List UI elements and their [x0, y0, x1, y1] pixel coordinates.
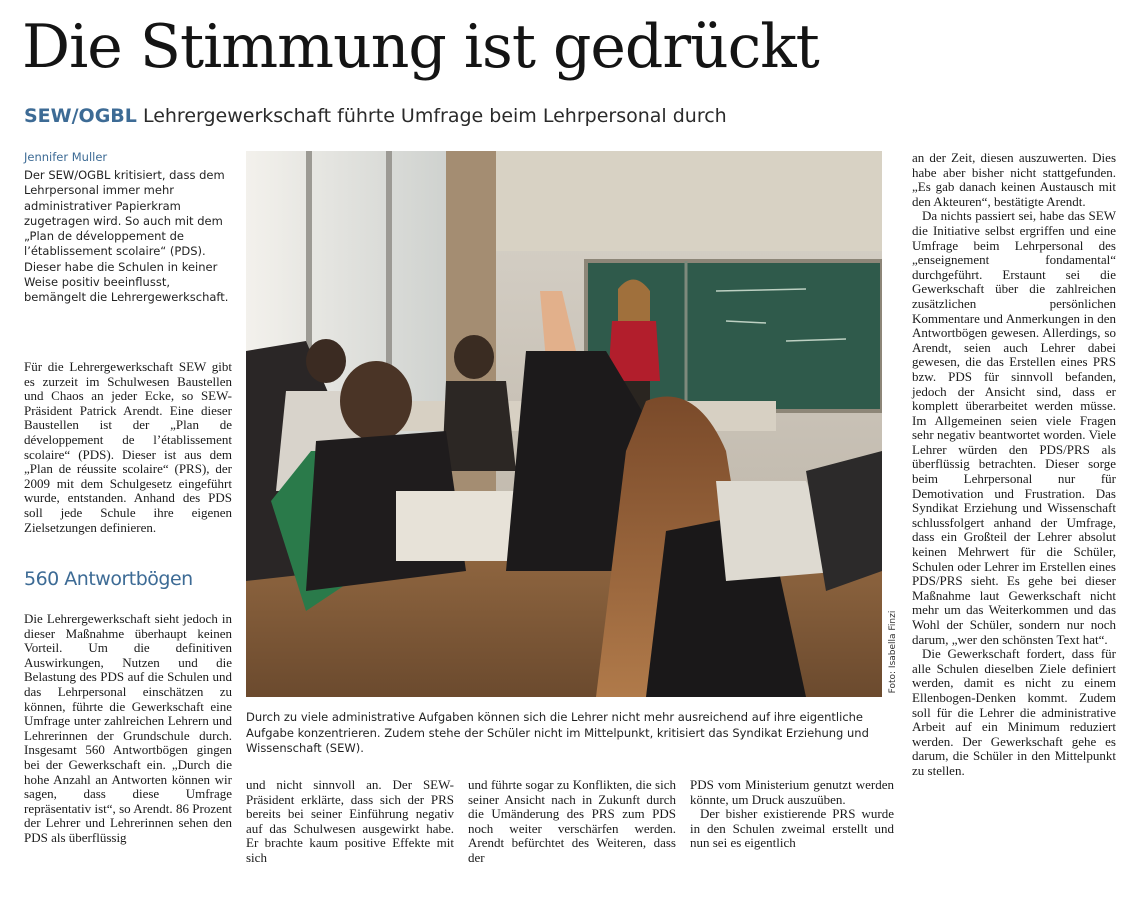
body-paragraph: Die Gewerkschaft fordert, dass für alle Schulen dieselben Ziele definiert werden, damit es nicht zu einem Ellenbogen-Denken kommt. Zudem soll für die Lehrer die administrative Arbeit auf ein Minimum reduziert werden. Der Gewerkschaft gehe es darum, die Schüler in den Mittelpunkt zu stellen. — [912, 646, 1116, 778]
photo-credit-text: Foto: Isabella Finzi — [888, 610, 898, 694]
subhead-text: Lehrergewerkschaft führte Umfrage beim Lehrpersonal durch — [136, 105, 727, 127]
body-paragraph: Die Lehrergewerkschaft sieht jedoch in dieser Maßnahme überhaupt keinen Vorteil. Um die definitiven Auswirkungen, Nutzen und die Belastung des PDS auf die Schulen und das Lehrpersonal einschätzen zu können, führte die Gewerkschaft eine Umfrage unter zahlreichen Lehrern und Lehrerinnen der Grundschule durch. Insgesamt 560 Antwortbögen gingen bei der Gewerkschaft ein. „Durch die hohe Anzahl an Antworten können wir sagen, dass diese Umfrage repräsentativ ist“, so Arendt. 86 Prozent der Lehrer und Lehrerinnen sehen den PDS als überflüssig — [24, 611, 232, 845]
subhead — [24, 103, 727, 129]
body-paragraph: Für die Lehrergewerkschaft SEW gibt es zurzeit im Schulwesen Baustellen und Chaos an jeder Ecke, so SEW-Präsident Patrick Arendt. Eine dieser Baustellen ist der „Plan de développement de l’établissement scolaire“ (PDS). Dieser ist aus dem „Plan de réussite scolaire“ (PRS), der 2009 mit dem Schulgesetz eingeführt wurde, entstanden. Anhand des PDS soll jede Schule ihre eigenen Zielsetzungen definieren. — [24, 359, 232, 535]
column-1-top — [24, 360, 232, 535]
column-3 — [468, 778, 676, 866]
article-photo — [246, 151, 882, 697]
body-paragraph: Der bisher existierende PRS wurde in den Schulen zweimal erstellt und nun sei es eigentlich — [690, 806, 894, 851]
classroom-photo — [246, 151, 882, 697]
photo-caption: Durch zu viele administrative Aufgaben können sich die Lehrer nicht mehr ausreichend auf ihre eigentliche Aufgabe konzentrieren. Zudem stehe der Schüler nicht im Mittelpunkt, kritisiert das Syndikat Erziehung und Wissenschaft (SEW). — [246, 710, 869, 755]
body-paragraph: an der Zeit, diesen auszuwerten. Dies habe aber bisher nicht stattgefunden. „Es gab danach keinen Austausch mit den Akteuren“, bestätigte Arendt. — [912, 150, 1116, 209]
subhead-kicker: SEW/OGBL — [24, 105, 137, 127]
body-paragraph: Da nichts passiert sei, habe das SEW die Initiative selbst ergriffen und eine Umfrage beim Lehrpersonal des „enseignement fondamental“ durchgeführt. Erstaunt sei die Gewerkschaft über die zahlreichen zusätzlichen persönlichen Kommentare und Anmerkungen in den Antwortbögen gewesen. Allerdings, so Arendt, seien auch Lehrer dabei gewesen, die das Erstellen eines PRS bzw. PDS für sinnvoll befanden, jedoch der Ansicht sind, dass er komplett überarbeitet werden müsse. Im Allgemeinen seien viele Fragen sehr negativ beantwortet worden. Viele Lehrer würden den PDS/PRS als überflüssig betrachten. Dieser sorge beim Lehrpersonal nur für Demotivation und Frustration. Das Syndikat Erziehung und Wissenschaft schlussfolgert anhand der Umfrage, dass ein Großteil der Lehrer absolut keinen Mehrwert für die Schüler, Schulen oder Lehrer im Erstellen eines PDS/PRS sieht. Es gehe bei dieser Maßnahme laut Gewerkschaft nicht mehr um das Weiterkommen und das Wohl der Schüler, sondern nur noch darum, „wer den schönsten Text hat“. — [912, 208, 1116, 647]
body-paragraph: PDS vom Ministerium genutzt werden könnte, um Druck auszuüben. — [690, 777, 894, 807]
intro-paragraph — [24, 168, 232, 306]
section-subtitle: 560 Antwortbögen — [24, 568, 193, 590]
column-1-bottom — [24, 612, 232, 846]
column-5 — [912, 151, 1116, 779]
body-paragraph: und nicht sinnvoll an. Der SEW-Präsident erklärte, dass sich der PRS bereits bei seiner Einführung negativ auf das Schulwesen ausgewirkt habe. Er brachte kaum positive Effekte mit sich — [246, 777, 454, 865]
intro-text: Der SEW/OGBL kritisiert, dass dem Lehrpersonal immer mehr administrativer Papierkram zugetragen wird. So auch mit dem „Plan de développement de l’établissement scolaire“ (PDS). Dieser habe die Schulen in keiner Weise positiv beeinflusst, bemängelt die Lehrergewerkschaft. — [24, 168, 229, 305]
headline: Die Stimmung ist gedrückt — [22, 12, 819, 82]
column-4 — [690, 778, 894, 851]
photo-credit — [884, 608, 896, 698]
body-paragraph: und führte sogar zu Konflikten, die sich seiner Ansicht nach in Zukunft durch die Umänderung des PRS zum PDS noch weiter verschärfen werden. Arendt befürchtet des Weiteren, dass der — [468, 777, 676, 865]
column-2 — [246, 778, 454, 866]
author-byline: Jennifer Muller — [24, 150, 108, 164]
